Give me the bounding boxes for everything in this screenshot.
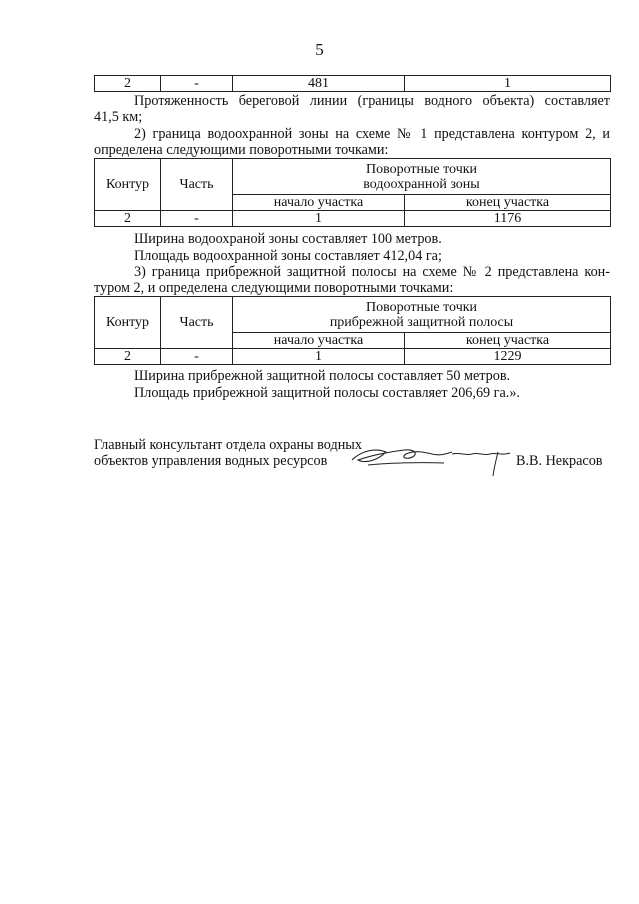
header-end: конец участка <box>405 333 611 349</box>
paragraph-line: 2) граница водоохранной зоны на схеме № 1 представлена контуром 2, и <box>134 126 610 142</box>
table-row <box>95 76 611 92</box>
cell-start: 1 <box>233 349 405 365</box>
paragraph-line: Площадь водоохранной зоны составляет 412,04 га; <box>134 248 442 264</box>
paragraph-line: Ширина водоохраной зоны составляет 100 метров. <box>134 231 442 247</box>
cell-end: 1 <box>405 76 611 92</box>
paragraph-protective-strip-cont <box>94 281 610 297</box>
header-group-line: водоохранной зоны <box>363 176 480 192</box>
paragraph-shoreline <box>134 94 610 110</box>
paragraph-line: туром 2, и определена следующими поворотными точками: <box>94 280 454 296</box>
paragraph-protective-strip <box>134 265 610 281</box>
header-group-line: Поворотные точки <box>365 299 478 315</box>
table-protective-strip <box>94 296 611 365</box>
cell-start: 481 <box>233 76 405 92</box>
paragraph-line: Протяженность береговой линии (границы водного объекта) составляет <box>134 93 610 109</box>
paragraph-line: 3) граница прибрежной защитной полосы на схеме № 2 представлена кон- <box>134 264 610 280</box>
paragraph-water-zone <box>134 127 610 143</box>
cell-contour: 2 <box>95 211 161 227</box>
page-number: 5 <box>315 40 324 59</box>
header-group-line: Поворотные точки <box>365 161 478 177</box>
header-contour: Контур <box>95 297 161 349</box>
paragraph-line: определена следующими поворотными точками: <box>94 142 389 158</box>
signatory-position-line: объектов управления водных ресурсов <box>94 453 328 469</box>
cell-end: 1229 <box>405 349 611 365</box>
cell-part: - <box>161 211 233 227</box>
paragraph-line: Ширина прибрежной защитной полосы составляет 50 метров. <box>134 368 511 384</box>
paragraph-zone-area <box>134 249 610 265</box>
header-group <box>233 159 611 195</box>
paragraph-zone-width <box>134 232 610 248</box>
paragraph-strip-width <box>134 369 610 385</box>
paragraph-line: 41,5 км; <box>94 109 143 125</box>
header-contour: Контур <box>95 159 161 211</box>
cell-part: - <box>161 76 233 92</box>
header-group <box>233 297 611 333</box>
signatory-name: В.В. Некрасов <box>516 453 603 469</box>
paragraph-water-zone-cont <box>94 143 610 159</box>
cell-contour: 2 <box>95 349 161 365</box>
table-header-row <box>95 297 611 333</box>
cell-start: 1 <box>233 211 405 227</box>
table-row <box>95 211 611 227</box>
header-start: начало участка <box>233 333 405 349</box>
header-group-line: прибрежной защитной полосы <box>329 314 514 330</box>
header-end: конец участка <box>405 195 611 211</box>
table-water-zone <box>94 158 611 227</box>
paragraph-shoreline-cont <box>94 110 610 126</box>
paragraph-strip-area <box>134 386 610 402</box>
paragraph-line: Площадь прибрежной защитной полосы составляет 206,69 га.». <box>134 385 520 401</box>
signatory-position-line: Главный консультант отдела охраны водных <box>94 437 362 453</box>
table-header-row <box>95 159 611 195</box>
table-row <box>95 349 611 365</box>
header-start: начало участка <box>233 195 405 211</box>
handwritten-signature <box>348 438 520 480</box>
header-part: Часть <box>161 297 233 349</box>
header-part: Часть <box>161 159 233 211</box>
cell-end: 1176 <box>405 211 611 227</box>
cell-part: - <box>161 349 233 365</box>
table-continuation <box>94 75 611 92</box>
cell-contour: 2 <box>95 76 161 92</box>
